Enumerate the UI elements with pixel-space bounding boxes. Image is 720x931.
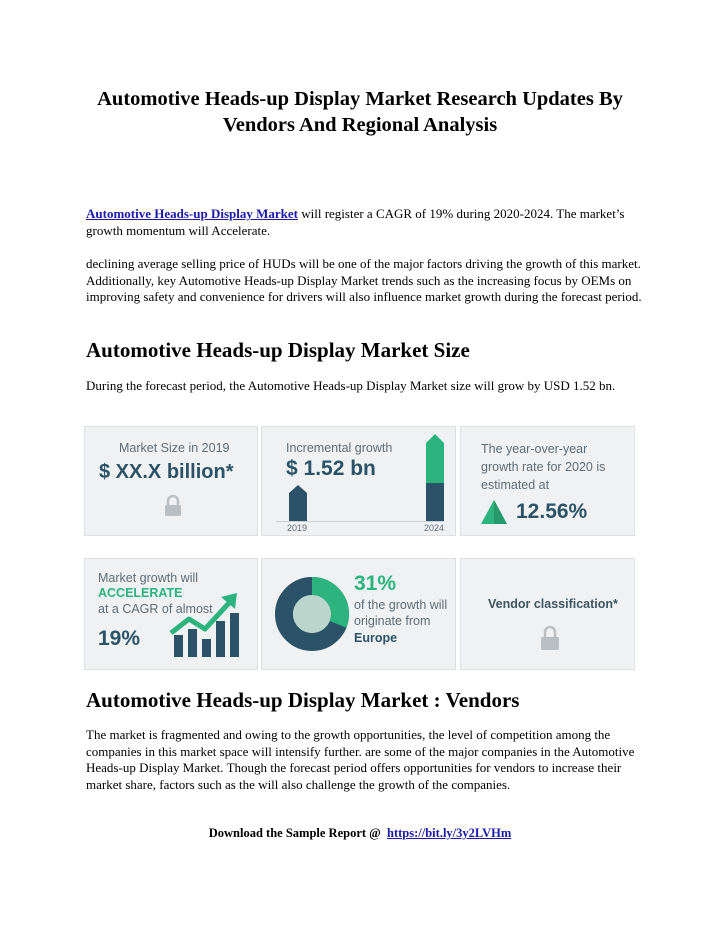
vendors-paragraph: The market is fragmented and owing to the growth opportunities, the level of competition among the companies in this market space will intensify further. are some of the major companies in the Automotive Heads-up Display Market. Though the forecast period offers opportunities for vendors to increase their market share, factors such as the will also challenge the growth of the companies.	[86, 727, 635, 792]
triangle-up-icon	[481, 500, 507, 524]
bar-2019	[289, 485, 307, 521]
bar-2024-increment	[426, 434, 444, 483]
tile-yoy-growth	[460, 426, 635, 536]
drivers-paragraph: declining average selling price of HUDs will be one of the major factors driving the growth of this market. Additionally, key Automotive Heads-up Display Market trends such as the increasing focus by OEMs on improving safety and convenience for drivers will also influence market growth during the forecast period.	[86, 256, 642, 305]
tile-regional-share	[261, 558, 456, 670]
regional-donut-chart	[272, 574, 352, 654]
tile-cagr-value: 19%	[98, 627, 141, 650]
tile-incremental-label: Incremental growth	[286, 441, 393, 455]
tile-regional-line2: originate from	[354, 614, 431, 628]
tile-market-size-value: $ XX.X billion*	[99, 461, 234, 483]
market-link[interactable]: Automotive Heads-up Display Market	[86, 206, 298, 221]
market-size-paragraph: During the forecast period, the Automotive Heads-up Display Market size will grow by USD 1.52 bn.	[86, 378, 616, 393]
vendors-heading: Automotive Heads-up Display Market : Vendors	[86, 688, 520, 712]
growth-bar-chart	[280, 429, 456, 521]
tile-cagr-line1: Market growth will	[98, 571, 199, 585]
tile-yoy-label: The year-over-year growth rate for 2020 is estimated at	[481, 442, 606, 492]
tile-vendor-classification	[460, 558, 635, 670]
chart-axis-line	[276, 521, 444, 522]
download-label: Download the Sample Report @	[208, 826, 381, 840]
tile-cagr	[84, 558, 258, 670]
lock-icon	[164, 495, 182, 517]
tile-vendor-label: Vendor classification*	[488, 597, 618, 611]
tile-regional-line1: of the growth will	[354, 598, 448, 612]
tile-market-size-label: Market Size in 2019	[119, 441, 230, 455]
tile-cagr-line2: ACCELERATE	[98, 586, 183, 600]
tile-incremental-growth	[261, 426, 456, 536]
market-size-heading: Automotive Heads-up Display Market Size	[86, 338, 470, 362]
tile-yoy-value: 12.56%	[516, 500, 588, 523]
tile-market-size	[84, 426, 258, 536]
tile-regional-value: 31%	[354, 572, 397, 595]
download-link[interactable]: https://bit.ly/3y2LVHm	[387, 826, 512, 840]
tile-incremental-value: $ 1.52 bn	[286, 457, 376, 480]
intro-text: will register a CAGR of 19% during 2020-2024. The market’s growth momentum will Accelerate.	[86, 206, 625, 238]
lock-icon	[540, 625, 560, 651]
year-start-label: 2019	[287, 523, 308, 533]
bar-2024-base	[426, 483, 444, 521]
tile-regional-line3: Europe	[354, 631, 398, 645]
growth-trend-icon	[169, 589, 249, 659]
intro-paragraph	[86, 206, 646, 239]
download-line	[0, 826, 720, 841]
year-end-label: 2024	[424, 523, 445, 533]
page-title: Automotive Heads-up Display Market Research Updates By Vendors And Regional Analysis	[97, 88, 623, 136]
tile-cagr-line3: at a CAGR of almost	[98, 602, 213, 616]
